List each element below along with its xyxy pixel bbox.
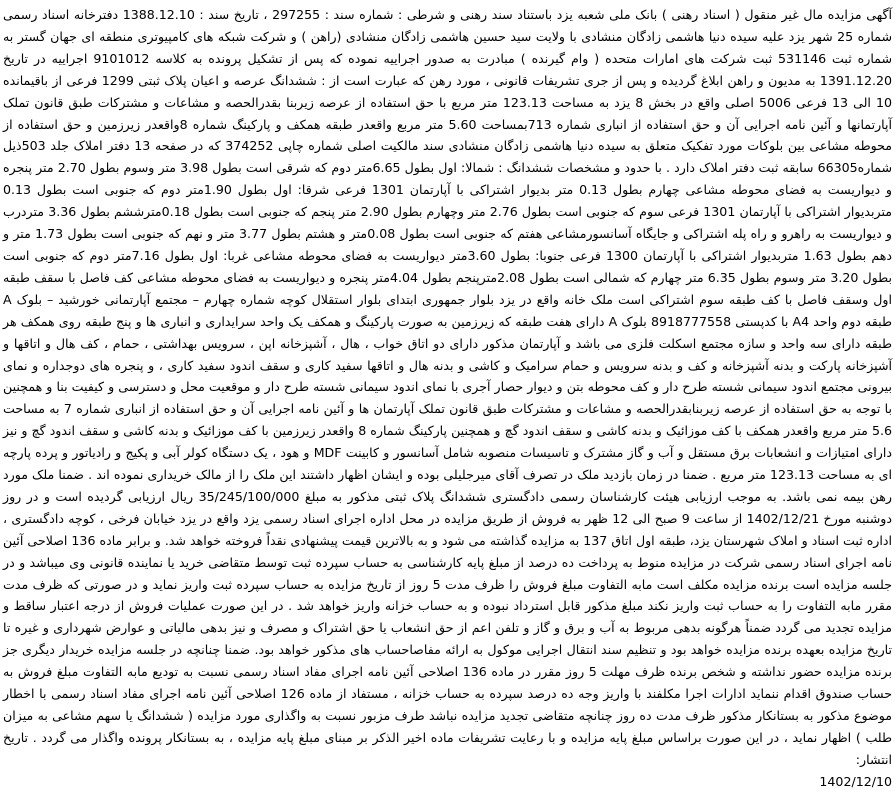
auction-notice <box>3 4 893 789</box>
publish-date: 1402/12/10 <box>819 773 892 789</box>
notice-body: آگهی مزایده مال غیر منقول ( اسناد رهنی ) بانک ملی شعبه یزد باستناد سند رهنی و شرطی : شماره سند : 297255 ، تاریخ سند : 1388.12.10 دفترخانه اسناد رسمی شماره 25 شهر یزد علیه سیده دنیا هاشمی زادگان منشادی با ولایت سید حسین هاشمی زادگان منشادی (راهن ) و شرکت شبکه های کامپیوتری منطقه ای جهان گستر به شماره ثبت 531146 ثبت شرکت های امارات متحده ( وام گیرنده ) مبادرت به صدور اجراییه نموده که پس از تشکیل پرونده به کلاسه 9101012 اجراییه در تاریخ 1391.12.20 به مدیون و راهن ابلاغ گردیده و پس از جری تشریفات قانونی ، مورد رهن که عبارت است از : ششدانگ عرصه و اعیان پلاک ثبتی 1299 فرعی از باقیمانده 10 الی 13 فرعی 5006 اصلی واقع در بخش 8 یزد به مساحت 123.13 متر مربع با حق استفاده از عرصه زیربنا بقدرالحصه و مشاعات و مشترکات طبق قانون تملک آپارتمانها و آئین نامه اجرایی آن و حق استفاده از انباری شماره 713بمساحت 5.60 متر مربع واقعدر طبقه همکف و پارکینگ شماره 8واقعدر زیرزمین و حق استفاده از محوطه مشاعی بین بلوکات مورد تفکیک متعلق به سیده دنیا هاشمی زادگان منشادی سند مالکیت اصلی شماره چاپی 374252 که در صفحه 13 دفتر املاک جلد 503ذیل شماره66305 سابقه ثبت دفتر املاک دارد . با حدود و مشخصات ششدانگ : شمالا: اول بطول 6.65متر دوم که شرقی است بطول 3.98 متر وسوم بطول 2.70 متر پنجره و دیواریست به فضای محوطه مشاعی چهارم بطول 0.13 متر بدیوار اشتراکی با آپارتمان 1301 فرعی شرقا: اول بطول 1.90متر دوم که جنوبی است بطول 0.13 متربدیوار اشتراکی با آپارتمان 1301 فرعی سوم که جنوبی است بطول 2.76 متر وچهارم بطول 2.90 متر پنجم که جنوبی است بطول 0.18مترششم بطول 3.36 متردرب و دیواریست به راهرو و راه پله اشتراکی و جایگاه آسانسورمشاعی هفتم که جنوبی است بطول 0.08متر و هشتم بطول 3.77 متر و نهم که جنوبی است بطول 1.73 متر و دهم بطول 1.63 متربدیوار اشتراکی با آپارتمان 1300 فرعی جنوبا: بطول 3.60متر دیواریست به فضای محوطه مشاعی غربا: اول بطول 7.16متر دوم که جنوبی است بطول 3.20 متر وسوم بطول 6.35 متر چهارم که شمالی است بطول 2.08مترپنجم بطول 4.04متر پنجره و دیواریست به فضای محوطه مشاعی کف فاصل با سقف طبقه اول وسقف فاصل با کف طبقه سوم اشتراکی است ملک خانه واقع در یزد بلوار جمهوری ابتدای بلوار استقلال کوچه شماره چهارم – مجتمع آپارتمانی خورشید – بلوک A طبقه دوم واحد A4 با کدپستی 8918777558 بلوک A دارای هفت طبقه که زیرزمین به صورت پارکینگ و همکف یک واحد سرایداری و انباری ها و پنج طبقه روی همکف هر طبقه دارای سه واحد و سازه مجتمع اسکلت فلزی می باشد و آپارتمان مذکور دارای دو اتاق خواب ، هال ، آشپزخانه اپن ، سرویس بهداشتی ، حمام ، کف هال و اتاقها و آشپزخانه پارکت و بدنه آشپزخانه و کف و بدنه سرویس و حمام سرامیک و کاشی و بدنه هال و اتاقها سفید کاری و سقف اندود سفید کاری ، و پنجره های دوجداره و نمای بیرونی مجتمع اندود سیمانی شسته طرح دار و کف محوطه بتن و دیوار حصار آجری با نمای اندود سیمانی شسته طرح دار و موقعیت محل و دسترسی و کیفیت بنا و همچنین با توجه به حق استفاده از عرصه زیربنابقدرالحصه و مشاعات و مشترکات طبق قانون تملک آپارتمان ها و آئین نامه اجرایی آن و حق استفاده از انباری شماره 7 به مساحت 5.6 متر مربع واقعدر همکف با کف موزائیک و بدنه کاشی و سقف اندود گچ و همچنین پارکینگ شماره 8 واقعدر زیرزمین با کف موزائیک و بدنه کاشی و سقف اندود گچ و نیز دارای امتیازات و انشعابات برق مستقل و آب و گاز مشترک و تاسیسات منصوبه شامل آسانسور و کابینت MDF و هود ، یک دستگاه کولر آبی و پکیج و رادیاتور و پرده پارچه ای به مساحت 123.13 متر مربع . ضمنا در زمان بازدید ملک در تصرف آقای میرجلیلی بوده و ایشان اظهار داشتند این ملک را از مالک خریداری نموده اند . ضمنا ملک مورد رهن بیمه نمی باشد. به موجب ارزیابی هیئت کارشناسان رسمی دادگستری ششدانگ پلاک ثبتی مذکور به مبلغ 35/245/100/000 ریال ارزیابی گردیده است و در روز دوشنبه مورخ 1402/12/21 از ساعت 9 صبح الی 12 ظهر به فروش از طریق مزایده در محل اداره اجرای اسناد رسمی یزد واقع در یزد خیابان فرخی ، کوچه دادگستری ، اداره ثبت اسناد و املاک شهرستان یزد، طبقه اول اتاق 137 به مزایده گذاشته می شود و به بالاترین قیمت پیشنهادی نقداً فروخته خواهد شد. و برابر ماده 136 اصلاحی آئین نامه اجرای اسناد رسمی شرکت در مزایده منوط به پرداخت ده درصد از مبلغ پایه کارشناسی به حساب سپرده ثبت توسط متقاضی خرید یا نماینده قانونی وی میباشد و در جلسه مزایده است برنده مزایده مکلف است مابه التفاوت مبلغ فروش را ظرف مدت 5 روز از تاریخ مزایده به حساب سپرده ثبت واریز نماید و در صورتی که ظرف مدت مقرر مابه التفاوت را به حساب ثبت واریز نکند مبلغ مذکور قابل استرداد نبوده و به حساب خزانه واریز خواهد شد . در این صورت عملیات فروش از درجه اعتبار ساقط و مزایده تجدید می گردد ضمناً هرگونه بدهی مربوط به آب و برق و گاز و تلفن اعم از حق انشعاب یا حق اشتراک و مصرف و نیز بدهی مالیاتی و عوارض شهرداری و غیره تا تاریخ مزایده بعهده برنده مزایده خواهد بود و تنظیم سند انتقال اجرایی موکول به ارائه مفاصاحساب های مذکور خواهد بود. ضمنا چنانچه در جلسه مزایده خریدار دیگری جز برنده مزایده حضور نداشته و شخص برنده ظرف مهلت 5 روز مقرر در ماده 136 اصلاحی آئین نامه اجرای مفاد اسناد رسمی نسبت به تودیع مابه التفاوت مبلغ فروش به حساب صندوق اقدام ننماید ادارات اجرا مکلفند با واریز وجه ده درصد سپرده به حساب خزانه ، مستفاد از ماده 126 اصلاحی آئین نامه اجرای مفاد اسناد رسمی با اخطار موضوع مذکور به بستانکار مذکور ظرف مدت ده روز چنانچه متقاضی تجدید مزایده نباشد طرف مزبور نسبت به واگذاری مورد مزایده ( ششدانگ یا سهم مشاعی به میزان طلب ) اظهار نماید ، در این صورت براساس مبلغ پایه مزایده و با رعایت تشریفات ماده اخیر الذکر بر مبنای مبلغ پایه مزایده ، به بستانکار پرونده واگذار می گردد . تاریخ انتشار: <box>3 7 893 767</box>
